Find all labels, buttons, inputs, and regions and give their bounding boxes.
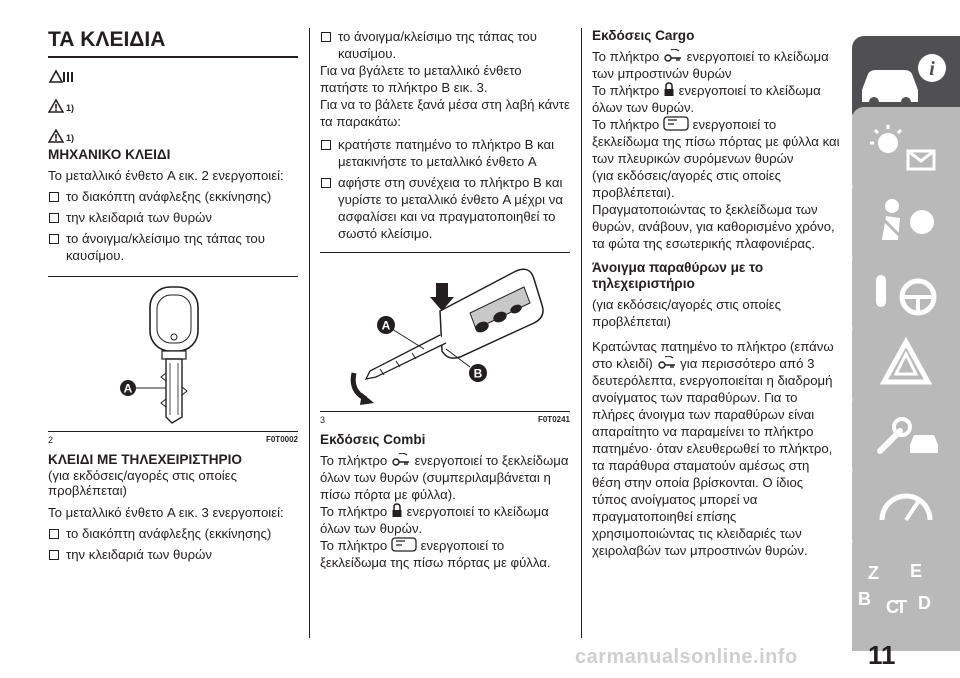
windows-text: Κρατώντας πατημένο το πλήκτρο (επάνω στο κλειδί) για περισσότερο από 3 δευτερόλεπτα, ενεργοποιείται η διαδρομή ανοίγματος των παραθύρων. Για το πλήρες άνοιγμα των παραθύρων είναι απαραίτητο να παραμείνει το πλήκτρο πατημένο· όταν ελευθερωθεί το πλήκτρο, τα παράθυρα σταματούν αμέσως στη θέση στην οποία βρίσκονται. Ο ίδιος τύπος ανοίγματος μπορεί να πραγματοποιηθεί επίσης χρησιμοποιώντας τις κλειδαριές των χειρολαβών των μπροστινών θυρών. (592, 339, 834, 558)
remote-key-heading: ΚΛΕΙΔΙ ΜΕ ΤΗΛΕΧΕΙΡΙΣΤΗΡΙΟ (48, 452, 242, 467)
callout-a: A (123, 381, 133, 396)
remote-key-subtitle: (για εκδόσεις/αγορές στις οποίες προβλέπεται) (48, 468, 237, 498)
callout-a: A (381, 318, 391, 333)
checkbox-bullet-icon (49, 213, 59, 223)
cargo-courtesy-light-text: Πραγματοποιώντας το ξεκλείδωμα των θυρών, ανάβουν, για καθορισμένο χρόνο, τα φώτα της εσωτερικής πλαφονιέρας. (592, 202, 835, 251)
remove-insert-text: Για να βγάλετε το μεταλλικό ένθετο πατήστε το πλήκτρο B εικ. 3. (320, 63, 522, 95)
list-item: το διακόπτη ανάφλεξης (εκκίνησης) (48, 188, 298, 205)
mech-key-intro: Το μεταλλικό ένθετο A εικ. 2 ενεργοποιεί: (48, 168, 284, 183)
mech-key-heading: ΜΗΧΑΝΙΚΟ ΚΛΕΙΔΙ (48, 147, 171, 162)
checkbox-bullet-icon (321, 32, 331, 42)
key-unlock-icon (391, 453, 411, 467)
reinsert-text: Για να το βάλετε ξανά μέσα στη λαβή κάντε τα παρακάτω: (320, 97, 570, 129)
svg-text:B: B (858, 589, 871, 609)
warning-note-2 (48, 121, 298, 143)
figure-code: F0T0002 (265, 435, 298, 444)
combi-text-3: Το πλήκτρο ενεργοποιεί το ξεκλείδωμα της πίσω πόρτας με φύλλα. (320, 538, 551, 570)
list-item: το διακόπτη ανάφλεξης (εκκίνησης) (48, 525, 298, 542)
rear-door-icon (391, 537, 417, 552)
cargo-text-2: Το πλήκτρο ενεργοποιεί το κλείδωμα όλων των θυρών. (592, 83, 821, 115)
list-item: το άνοιγμα/κλείσιμο της τάπας του καυσίμου. (48, 230, 298, 264)
svg-text:E: E (910, 561, 923, 581)
padlock-icon (663, 82, 675, 97)
warning-triangle-icon (48, 99, 64, 113)
warning-note-1 (48, 91, 298, 113)
rear-door-icon (663, 116, 689, 131)
column-divider (581, 28, 582, 638)
warning-triangle-icon (48, 129, 64, 143)
note-ref: 1) (66, 133, 75, 143)
checkbox-bullet-icon (49, 234, 59, 244)
tab-index[interactable] (852, 533, 960, 651)
callout-b: B (473, 366, 483, 381)
chapter-sidebar (852, 36, 960, 651)
note-ref: 1) (66, 103, 75, 113)
list-item: την κλειδαριά των θυρών (48, 209, 298, 226)
checkbox-bullet-icon (49, 529, 59, 539)
combi-text-1: Το πλήκτρο ενεργοποιεί το ξεκλείδωμα όλων των θυρών (συμπεριλαμβάνεται η πίσω πόρτα με φύλλα). (320, 453, 569, 502)
cargo-note: (για εκδόσεις/αγορές στις οποίες προβλέπεται). (592, 168, 781, 200)
checkbox-bullet-icon (321, 178, 331, 188)
padlock-icon (391, 503, 403, 518)
checkbox-bullet-icon (321, 140, 331, 150)
svg-text:Z: Z (868, 563, 879, 583)
index-letters-icon (852, 533, 960, 651)
svg-text:D: D (918, 593, 931, 613)
key-unlock-icon (657, 356, 677, 370)
svg-text:T: T (896, 597, 907, 617)
mechanical-key-illustration (48, 277, 298, 431)
list-item: το άνοιγμα/κλείσιμο της τάπας του καυσίμου. (320, 28, 570, 62)
figure-number: 3 (320, 415, 326, 425)
remote-key-illustration (320, 253, 570, 411)
figure-2 (48, 276, 298, 445)
figure-number: 2 (48, 435, 54, 445)
windows-subtitle: (για εκδόσεις/αγορές στις οποίες προβλέπεται) (592, 297, 781, 329)
cargo-heading: Εκδόσεις Cargo (592, 28, 695, 43)
column-2 (320, 28, 570, 571)
svg-text:i: i (929, 58, 935, 80)
list-item: αφήστε στη συνέχεια το πλήκτρο B και γυρίστε το μεταλλικό ένθετο A μέχρι να ασφαλίσει και να πραγματοποιηθεί το σωστό κλείσιμο. (320, 174, 570, 242)
windows-heading: Άνοιγμα παραθύρων με το τηλεχειριστήριο (592, 260, 764, 291)
combi-text-2: Το πλήκτρο ενεργοποιεί το κλείδωμα όλων των θυρών. (320, 504, 549, 536)
page-number: 11 (868, 640, 896, 670)
svg-text:C: C (886, 597, 899, 617)
list-item: κρατήστε πατημένο το πλήκτρο B και μετακινήστε το μεταλλικό ένθετο A (320, 136, 570, 170)
column-divider (309, 28, 310, 638)
checkbox-bullet-icon (49, 192, 59, 202)
remote-key-intro: Το μεταλλικό ένθετο A εικ. 3 ενεργοποιεί: (48, 505, 284, 520)
key-unlock-icon (663, 49, 683, 63)
cargo-text-1: Το πλήκτρο ενεργοποιεί το κλείδωμα των μπροστινών θυρών (592, 49, 829, 81)
page-title: ΤΑ ΚΛΕΙΔΙΑ (48, 28, 298, 58)
watermark: carmanualsonline.info (575, 646, 798, 668)
column-1 (48, 28, 298, 563)
figure-code: F0T0241 (537, 415, 570, 424)
column-3 (592, 28, 840, 559)
combi-heading: Εκδόσεις Combi (320, 432, 426, 447)
figure-3 (320, 252, 570, 425)
cargo-text-3: Το πλήκτρο ενεργοποιεί το ξεκλείδωμα της πίσω πόρτας με φύλλα και των πλευρικών συρόμενων θυρών (592, 117, 840, 166)
warning-icon (48, 68, 76, 86)
checkbox-bullet-icon (49, 550, 59, 560)
list-item: την κλειδαριά των θυρών (48, 546, 298, 563)
